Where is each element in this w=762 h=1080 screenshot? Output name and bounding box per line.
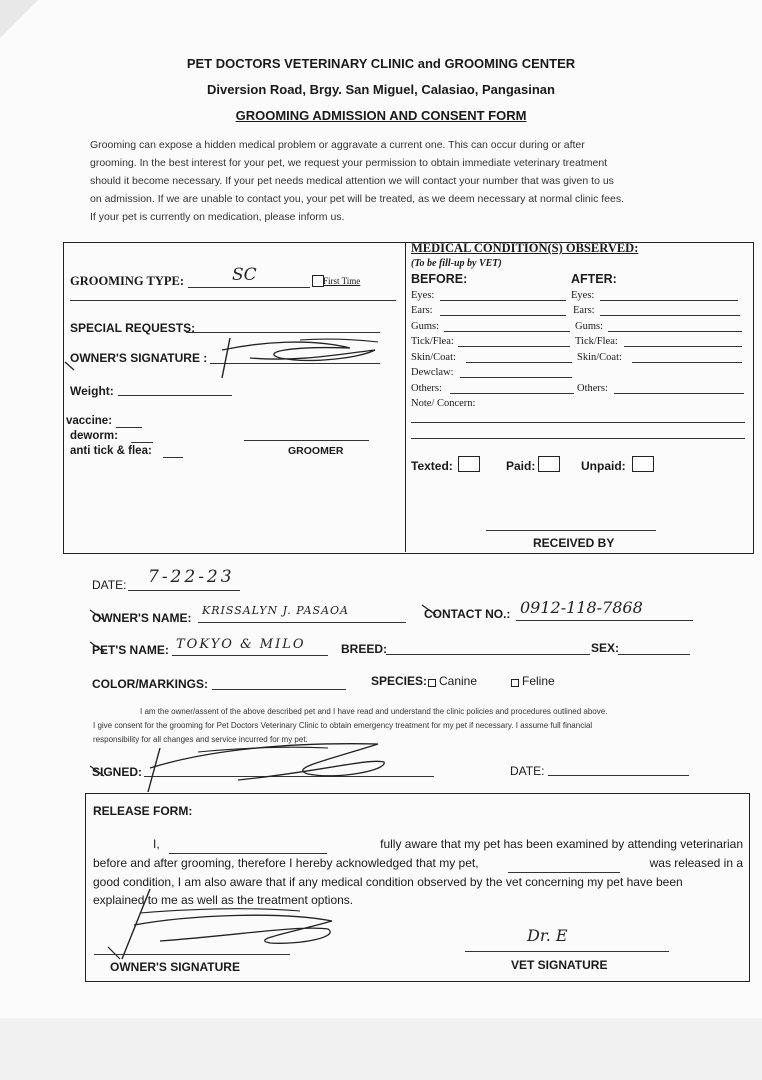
after-ears-label: Ears: [573,305,595,316]
sex-field[interactable] [618,654,690,655]
note-line-2[interactable] [411,438,745,439]
owner-signature-scribble [60,328,390,380]
date-label: DATE: [92,578,127,592]
groomer-label: GROOMER [288,445,344,457]
medical-condition-subtitle: (To be fill-up by VET) [411,258,502,269]
contact-label: CONTACT NO.: [424,607,511,621]
before-eyes-field[interactable] [440,300,566,301]
grooming-type-value: SC [232,265,257,285]
signed-signature-scribble [88,730,418,796]
deworm-label: deworm: [70,430,118,442]
release-line-1-a [93,835,327,854]
species-label: SPECIES: [371,674,428,688]
vet-signature-field[interactable] [465,951,669,952]
consent-line: responsibility for all changes and service incurred for my pet. [93,735,308,744]
medical-condition-title: MEDICAL CONDITION(S) OBSERVED: [411,241,639,255]
vaccine-label: vaccine: [66,415,113,427]
color-markings-label: COLOR/MARKINGS: [92,677,208,691]
paid-checkbox[interactable] [538,456,560,472]
grooming-type-field[interactable] [188,287,310,288]
release-owner-signature-scribble [100,885,350,965]
before-dewclaw-label: Dewclaw: [411,367,454,378]
color-markings-field[interactable] [212,689,346,690]
intro-paragraph [90,136,695,226]
release-name-field[interactable] [169,835,327,854]
sex-label: SEX: [591,641,620,655]
after-others-field[interactable] [614,393,744,394]
before-gums-field[interactable] [444,331,570,332]
owner-name-field[interactable] [198,622,406,623]
unpaid-checkbox[interactable] [632,456,654,472]
weight-label: Weight: [70,384,114,398]
contact-tick [420,603,440,617]
before-tick-field[interactable] [458,346,570,347]
consent-line: I give consent for the grooming for Pet Doctors Veterinary Clinic to obtain emergency treatment for my pet if necessary. I assume full financial [93,721,593,730]
owner-name-label: OWNER'S NAME: [92,611,192,625]
texted-checkbox[interactable] [458,456,480,472]
release-line-2-a: before and after grooming, therefore I hereby acknowledged that my pet, [93,856,479,870]
vaccine-field[interactable] [116,427,142,428]
feline-label: Feline [522,674,555,688]
vet-signature-value: Dr. E [527,926,568,945]
intro-line: If your pet is currently on medication, please inform us. [90,211,345,223]
note-line-1[interactable] [411,422,745,423]
release-line-1-b: fully aware that my pet has been examined by attending veterinarian [380,837,743,851]
before-ears-label: Ears: [411,305,433,316]
intro-line: grooming. In the best interest for your pet, we request your permission to obtain immediate veterinary treatment [90,157,608,169]
owner-signature-label: OWNER'S SIGNATURE : [70,351,208,365]
feline-checkbox[interactable] [511,679,519,687]
date-value: 7-22-23 [148,567,235,587]
pet-name-tick [88,640,108,654]
after-tick-field[interactable] [624,346,742,347]
release-owner-signature-field[interactable] [94,954,290,955]
vet-signature-label: VET SIGNATURE [511,958,608,972]
after-skin-field[interactable] [632,362,742,363]
release-line-2-b: was released in a [649,856,743,870]
breed-label: BREED: [341,642,388,656]
canine-label: Canine [439,674,478,688]
release-i-text: I, [153,837,160,851]
release-line-4: explained to me as well as the treatment options. [93,893,354,907]
intro-line: Grooming can expose a hidden medical problem or aggravate a current one. This can occur during or after [90,139,585,151]
date-field[interactable] [128,590,240,591]
release-line-2 [93,854,743,873]
contact-value: 0912-118-7868 [520,598,643,617]
release-line-3: good condition, I am also aware that if any medical condition observed by the vet concerning my pet have been [93,875,683,889]
paid-label: Paid: [506,459,536,473]
before-skin-field[interactable] [466,362,572,363]
after-others-label: Others: [577,383,608,394]
anti-tick-field[interactable] [163,457,183,458]
weight-field[interactable] [118,395,232,396]
before-skin-label: Skin/Coat: [411,352,456,363]
signed-label: SIGNED: [92,765,143,779]
before-gums-label: Gums: [411,321,440,332]
before-others-label: Others: [411,383,442,394]
note-concern-label: Note/ Concern: [411,398,476,409]
page-corner-fold [0,0,38,38]
canine-checkbox[interactable] [428,679,436,687]
before-label: BEFORE: [411,272,468,286]
pet-name-label: PET'S NAME: [92,643,169,657]
owner-name-tick [88,608,108,622]
consent-date-field[interactable] [548,775,689,776]
after-ears-field[interactable] [600,315,740,316]
anti-tick-label: anti tick & flea: [70,445,152,457]
deworm-field[interactable] [131,442,153,443]
clinic-address: Diversion Road, Brgy. San Miguel, Calasiao, Pangasinan [207,82,555,97]
unpaid-label: Unpaid: [581,459,626,473]
consent-date-label: DATE: [510,764,545,778]
before-ears-field[interactable] [440,315,566,316]
breed-field[interactable] [386,654,590,655]
groomer-signature-field[interactable] [244,440,369,441]
after-skin-label: Skin/Coat: [577,352,622,363]
received-by-label: RECEIVED BY [533,536,615,550]
form-title: GROOMING ADMISSION AND CONSENT FORM [235,108,527,123]
scan-bottom-edge [0,1018,762,1080]
intro-line: on admission. If we are unable to contact you, your pet will be treated, as we deem necessary at normal clinic fees. [90,193,625,205]
grooming-type-extra-line[interactable] [70,300,396,301]
release-form-title: RELEASE FORM: [93,804,193,818]
clinic-name: PET DOCTORS VETERINARY CLINIC and GROOMING CENTER [186,56,576,71]
grooming-type-label: GROOMING TYPE: [70,274,185,288]
after-label: AFTER: [571,272,617,286]
after-gums-field[interactable] [608,331,742,332]
before-others-field[interactable] [450,393,574,394]
pet-name-field[interactable] [172,655,328,656]
intro-line: should it become necessary. If your pet needs medical attention we will contact your number that was given to us [90,175,614,187]
consent-line: I am the owner/assent of the above described pet and I have read and understand the clinic policies and procedures outlined above. [140,707,608,716]
pet-name-value: TOKYO & MILO [176,637,306,652]
release-owner-signature-label: OWNER'S SIGNATURE [110,960,240,974]
first-time-label: First Time [323,276,361,286]
contact-field[interactable] [516,620,693,621]
before-tick-label: Tick/Flea: [411,336,454,347]
after-gums-label: Gums: [575,321,604,332]
section-divider [405,242,406,552]
owner-name-value: KRISSALYN J. PASAOA [202,604,349,617]
special-requests-label: SPECIAL REQUESTS: [70,321,196,335]
release-pet-field[interactable] [508,854,620,873]
release-line-1 [93,835,743,854]
texted-label: Texted: [411,459,453,473]
received-by-field[interactable] [486,530,656,531]
after-eyes-field[interactable] [600,300,738,301]
after-tick-label: Tick/Flea: [575,336,618,347]
before-dewclaw-field[interactable] [460,377,572,378]
before-eyes-label: Eyes: [411,290,435,301]
after-eyes-label: Eyes: [571,290,595,301]
